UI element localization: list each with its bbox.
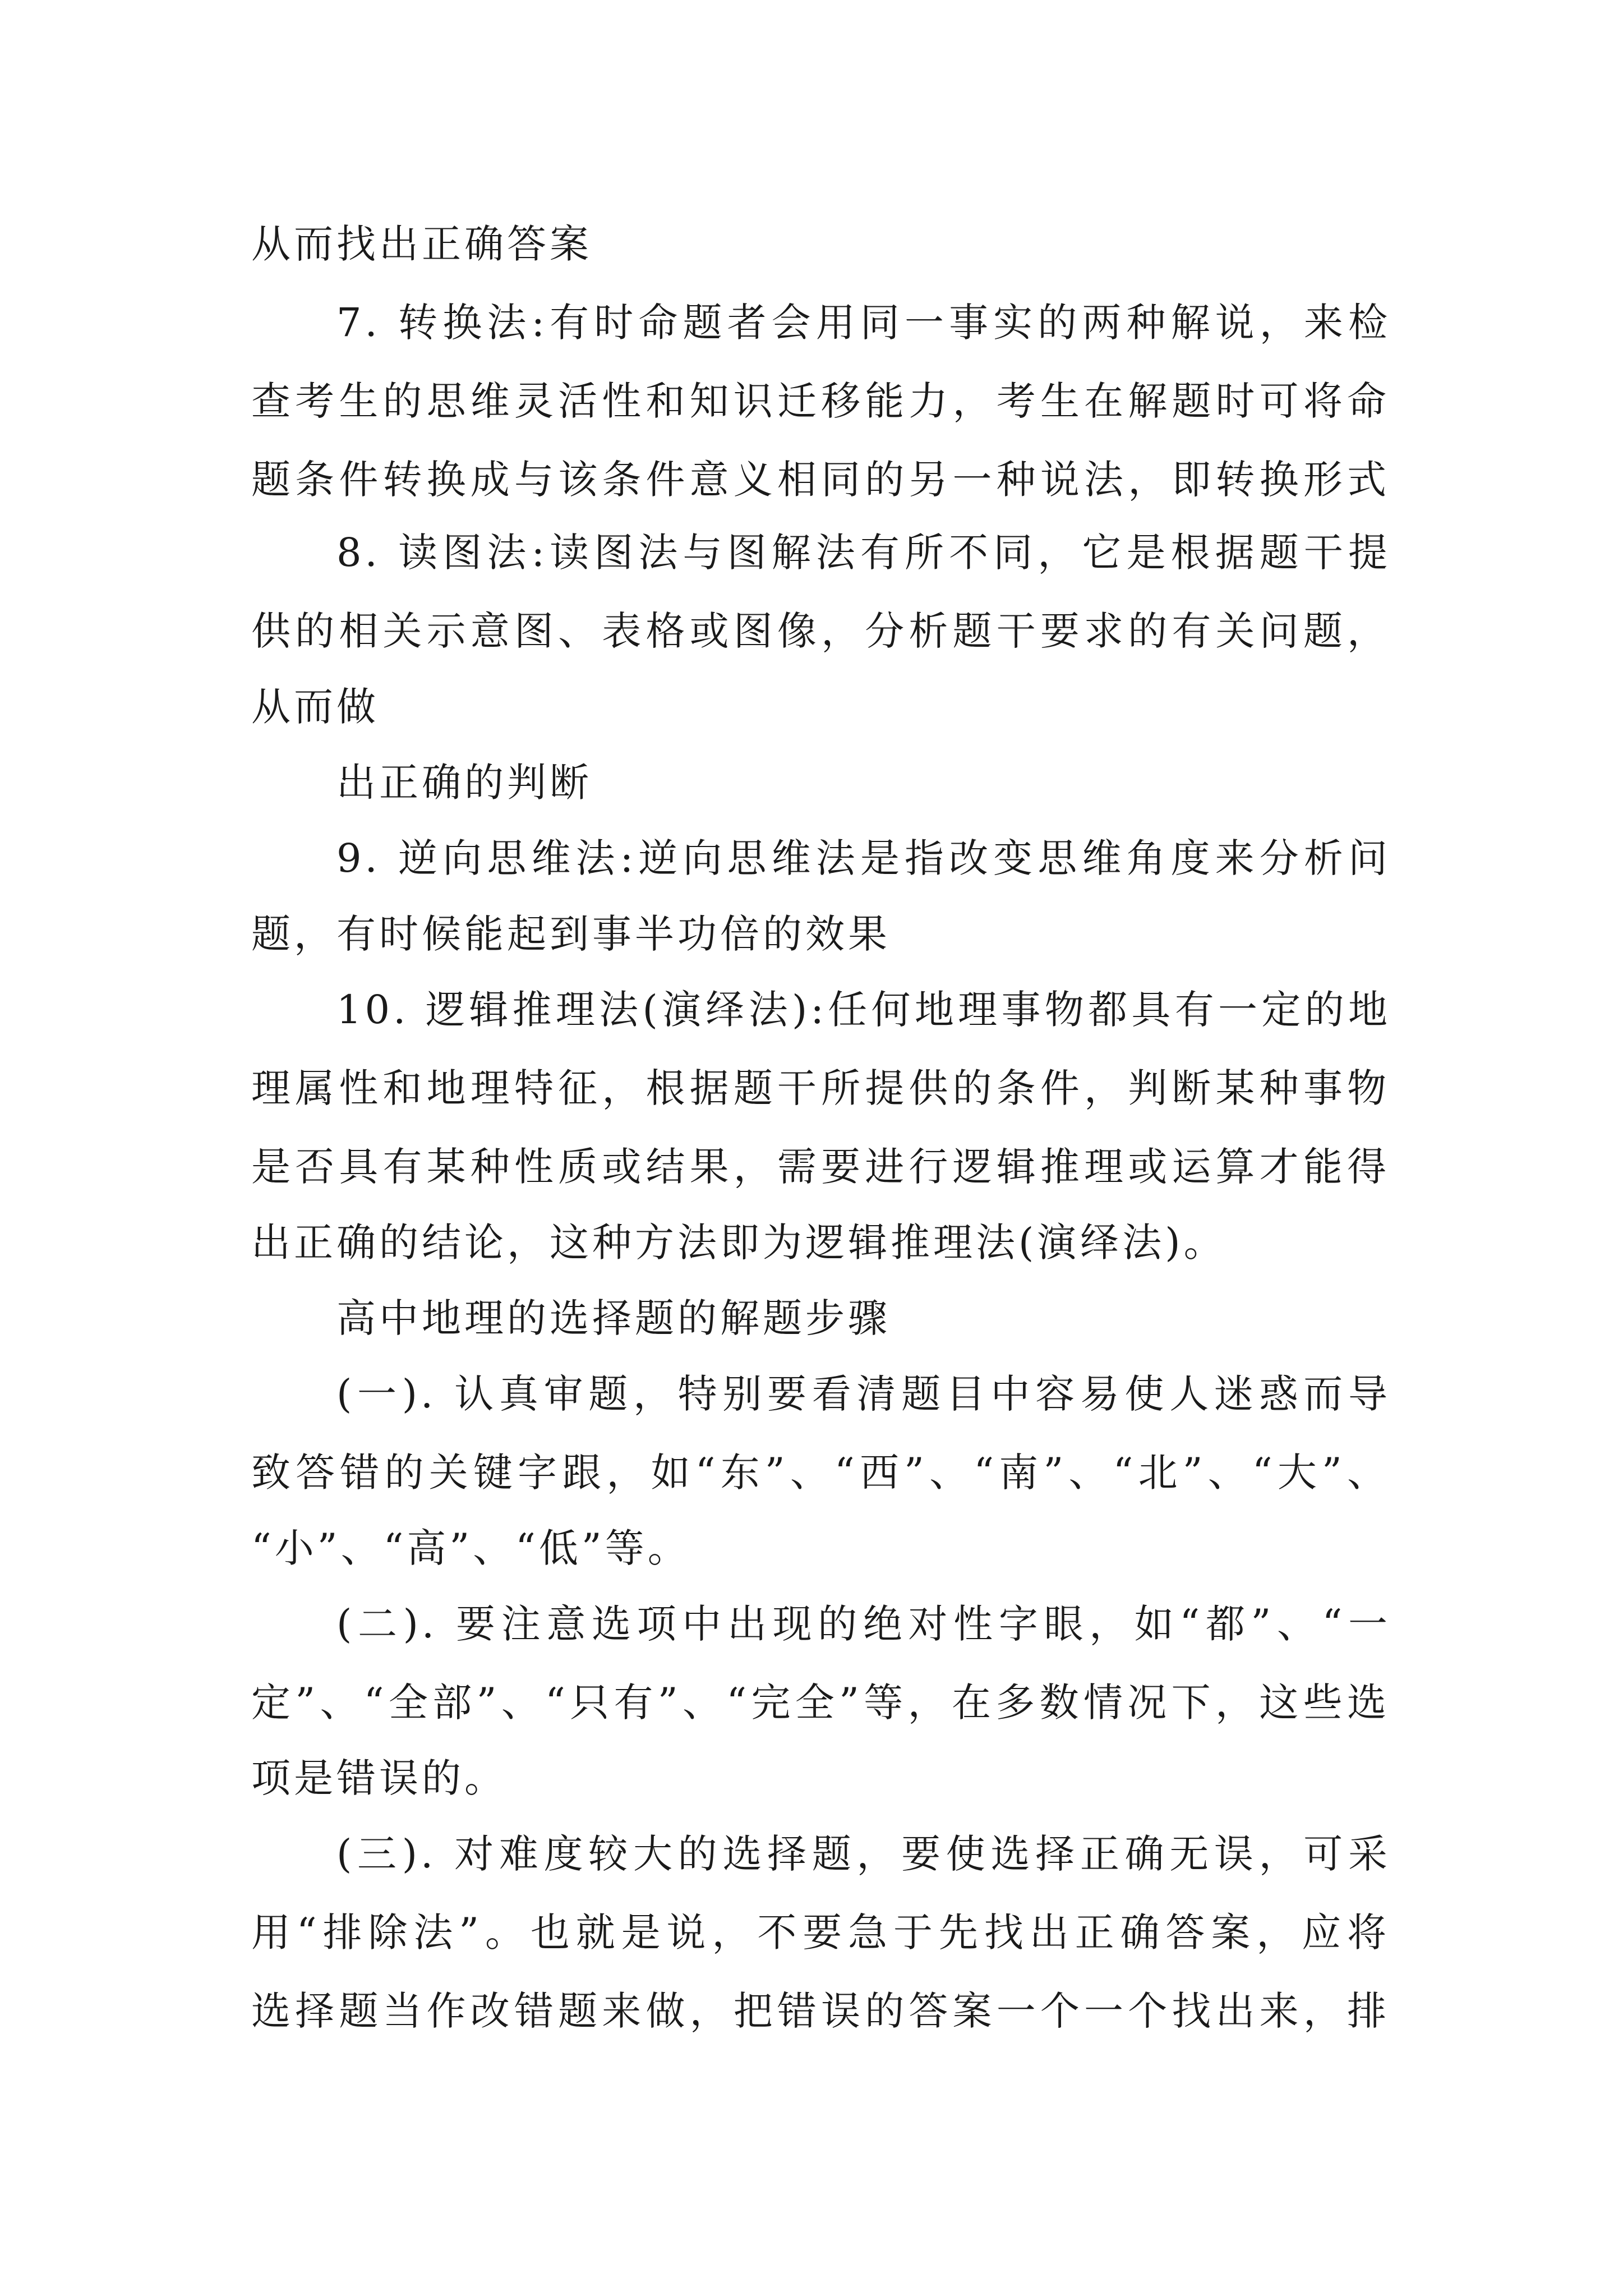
text-line: 理属性和地理特征，根据题干所提供的条件，判断某种事物	[251, 1065, 1390, 1111]
text-line: 9. 逆向思维法:逆向思维法是指改变思维角度来分析问	[336, 835, 1391, 881]
text-line: 题条件转换成与该条件意义相同的另一种说法，即转换形式	[251, 457, 1390, 503]
text-line: 出正确的结论，这种方法即为逻辑推理法(演绎法)。	[251, 1220, 1227, 1266]
text-line: 是否具有某种性质或结果，需要进行逻辑推理或运算才能得	[251, 1144, 1390, 1190]
text-line: “小”、“高”、“低”等。	[251, 1525, 690, 1571]
text-line: (一). 认真审题，特别要看清题目中容易使人迷惑而导	[336, 1371, 1391, 1417]
text-line: 7. 转换法:有时命题者会用同一事实的两种解说，来检	[336, 300, 1391, 346]
text-line: 10. 逻辑推理法(演绎法):任何地理事物都具有一定的地	[336, 987, 1391, 1033]
text-line: (二). 要注意选项中出现的绝对性字眼，如“都”、“一	[336, 1601, 1391, 1647]
text-line: 8. 读图法:读图法与图解法有所不同，它是根据题干提	[336, 530, 1391, 576]
text-line: 项是错误的。	[251, 1755, 507, 1801]
text-line: 定”、“全部”、“只有”、“完全”等，在多数情况下，这些选	[251, 1680, 1390, 1726]
text-line: 选择题当作改错题来做，把错误的答案一个一个找出来，排	[251, 1988, 1390, 2034]
section-heading: 高中地理的选择题的解题步骤	[336, 1295, 891, 1341]
text-line: 从而做	[251, 684, 379, 730]
text-line: 供的相关示意图、表格或图像，分析题干要求的有关问题，	[251, 608, 1390, 654]
text-line: 出正确的判断	[336, 760, 592, 806]
text-line: 题，有时候能起到事半功倍的效果	[251, 911, 891, 957]
text-line: 从而找出正确答案	[251, 221, 592, 267]
text-line: 致答错的关键字跟，如“东”、“西”、“南”、“北”、“大”、	[251, 1450, 1390, 1496]
text-line: (三). 对难度较大的选择题，要使选择正确无误，可采	[336, 1831, 1391, 1877]
text-line: 用“排除法”。也就是说，不要急于先找出正确答案，应将	[251, 1910, 1390, 1955]
text-line: 查考生的思维灵活性和知识迁移能力，考生在解题时可将命	[251, 378, 1390, 424]
